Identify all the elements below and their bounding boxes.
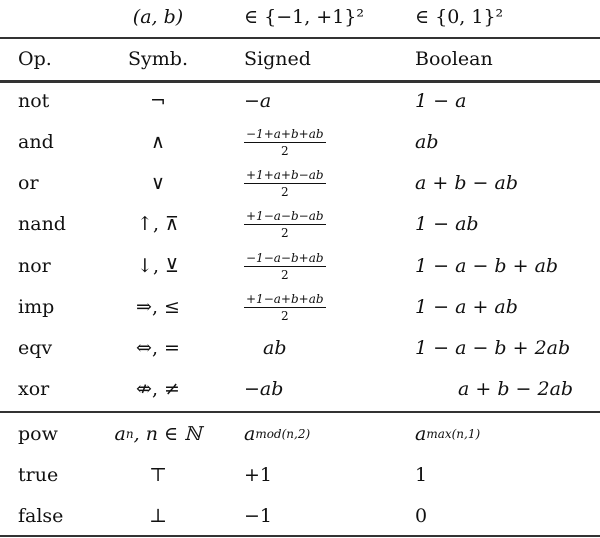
domain-header-row — [0, 0, 600, 34]
header-row — [0, 39, 600, 79]
signed-cell: ab — [263, 337, 287, 359]
fraction: $\frac{+1-a+b+ab}{2}$ — [246, 291, 324, 323]
signed-cell — [244, 122, 326, 162]
op-cell: nor — [18, 255, 51, 277]
header-symb: Symb. — [128, 48, 188, 70]
table-row — [0, 414, 600, 454]
boolean-cell: 1 − ab — [415, 213, 479, 235]
domain-signed: ∈ {−1, +1}² — [244, 6, 364, 28]
table-row — [0, 369, 600, 409]
table-row — [0, 204, 600, 244]
table-row — [0, 455, 600, 495]
signed-cell — [244, 287, 326, 327]
header-signed: Signed — [244, 48, 311, 70]
mid-rule — [0, 411, 600, 413]
op-cell: not — [18, 90, 50, 112]
signed-cell — [244, 204, 326, 244]
op-cell: pow — [18, 423, 58, 445]
symb-cell: a n , n ∈ ℕ — [114, 423, 202, 445]
symb-cell: ↑, ⊼ — [137, 213, 179, 235]
op-cell: false — [18, 505, 64, 527]
boolean-cell: 1 − a − b + ab — [415, 255, 559, 277]
signed-cell: +1 — [244, 464, 273, 486]
boolean-cell: a + b − 2ab — [458, 378, 574, 400]
op-cell: and — [18, 131, 54, 153]
symb-cell: ⇎, ≠ — [136, 378, 180, 400]
symb-cell: ¬ — [150, 90, 166, 112]
table-row — [0, 496, 600, 536]
boolean-cell: 0 — [415, 505, 428, 527]
signed-cell: −1 — [244, 505, 273, 527]
fraction: $\frac{-1-a-b+ab}{2}$ — [246, 250, 324, 282]
boolean-cell: 1 − a − b + 2ab — [415, 337, 571, 359]
boolean-cell: a max(n,1) — [415, 423, 481, 445]
fraction: $\frac{-1+a+b+ab}{2}$ — [246, 126, 324, 158]
symb-cell: ∧ — [151, 131, 165, 153]
signed-cell: a mod(n,2) — [244, 423, 311, 445]
table-row — [0, 328, 600, 368]
op-cell: imp — [18, 296, 55, 318]
op-cell: xor — [18, 378, 50, 400]
boolean-cell: 1 — [415, 464, 428, 486]
op-cell: nand — [18, 213, 66, 235]
header-op: Op. — [18, 48, 52, 70]
table-row — [0, 246, 600, 286]
table-row — [0, 287, 600, 327]
header-boolean: Boolean — [415, 48, 493, 70]
domain-symb: (a, b) — [132, 6, 184, 28]
op-cell: true — [18, 464, 59, 486]
table-row — [0, 122, 600, 162]
symb-cell: ⊥ — [149, 505, 167, 527]
op-cell: eqv — [18, 337, 53, 359]
boolean-cell: a + b − ab — [415, 172, 518, 194]
signed-cell — [244, 163, 326, 203]
symb-cell: ⇔, = — [136, 337, 180, 359]
symb-cell: ∨ — [151, 172, 165, 194]
symb-cell: ⊤ — [149, 464, 167, 486]
op-cell: or — [18, 172, 39, 194]
symb-cell: ⇒, ≤ — [136, 296, 180, 318]
signed-cell: −ab — [244, 378, 284, 400]
table-row — [0, 163, 600, 203]
table-row — [0, 81, 600, 121]
domain-boolean: ∈ {0, 1}² — [415, 6, 504, 28]
bottom-rule — [0, 535, 600, 537]
symb-cell: ↓, ⊻ — [137, 255, 179, 277]
signed-cell — [244, 246, 326, 286]
boolean-cell: 1 − a — [415, 90, 467, 112]
fraction: $\frac{+1-a-b-ab}{2}$ — [246, 208, 324, 240]
signed-cell: −a — [244, 90, 272, 112]
boolean-cell: ab — [415, 131, 439, 153]
boolean-cell: 1 − a + ab — [415, 296, 518, 318]
fraction: $\frac{+1+a+b-ab}{2}$ — [246, 167, 324, 199]
